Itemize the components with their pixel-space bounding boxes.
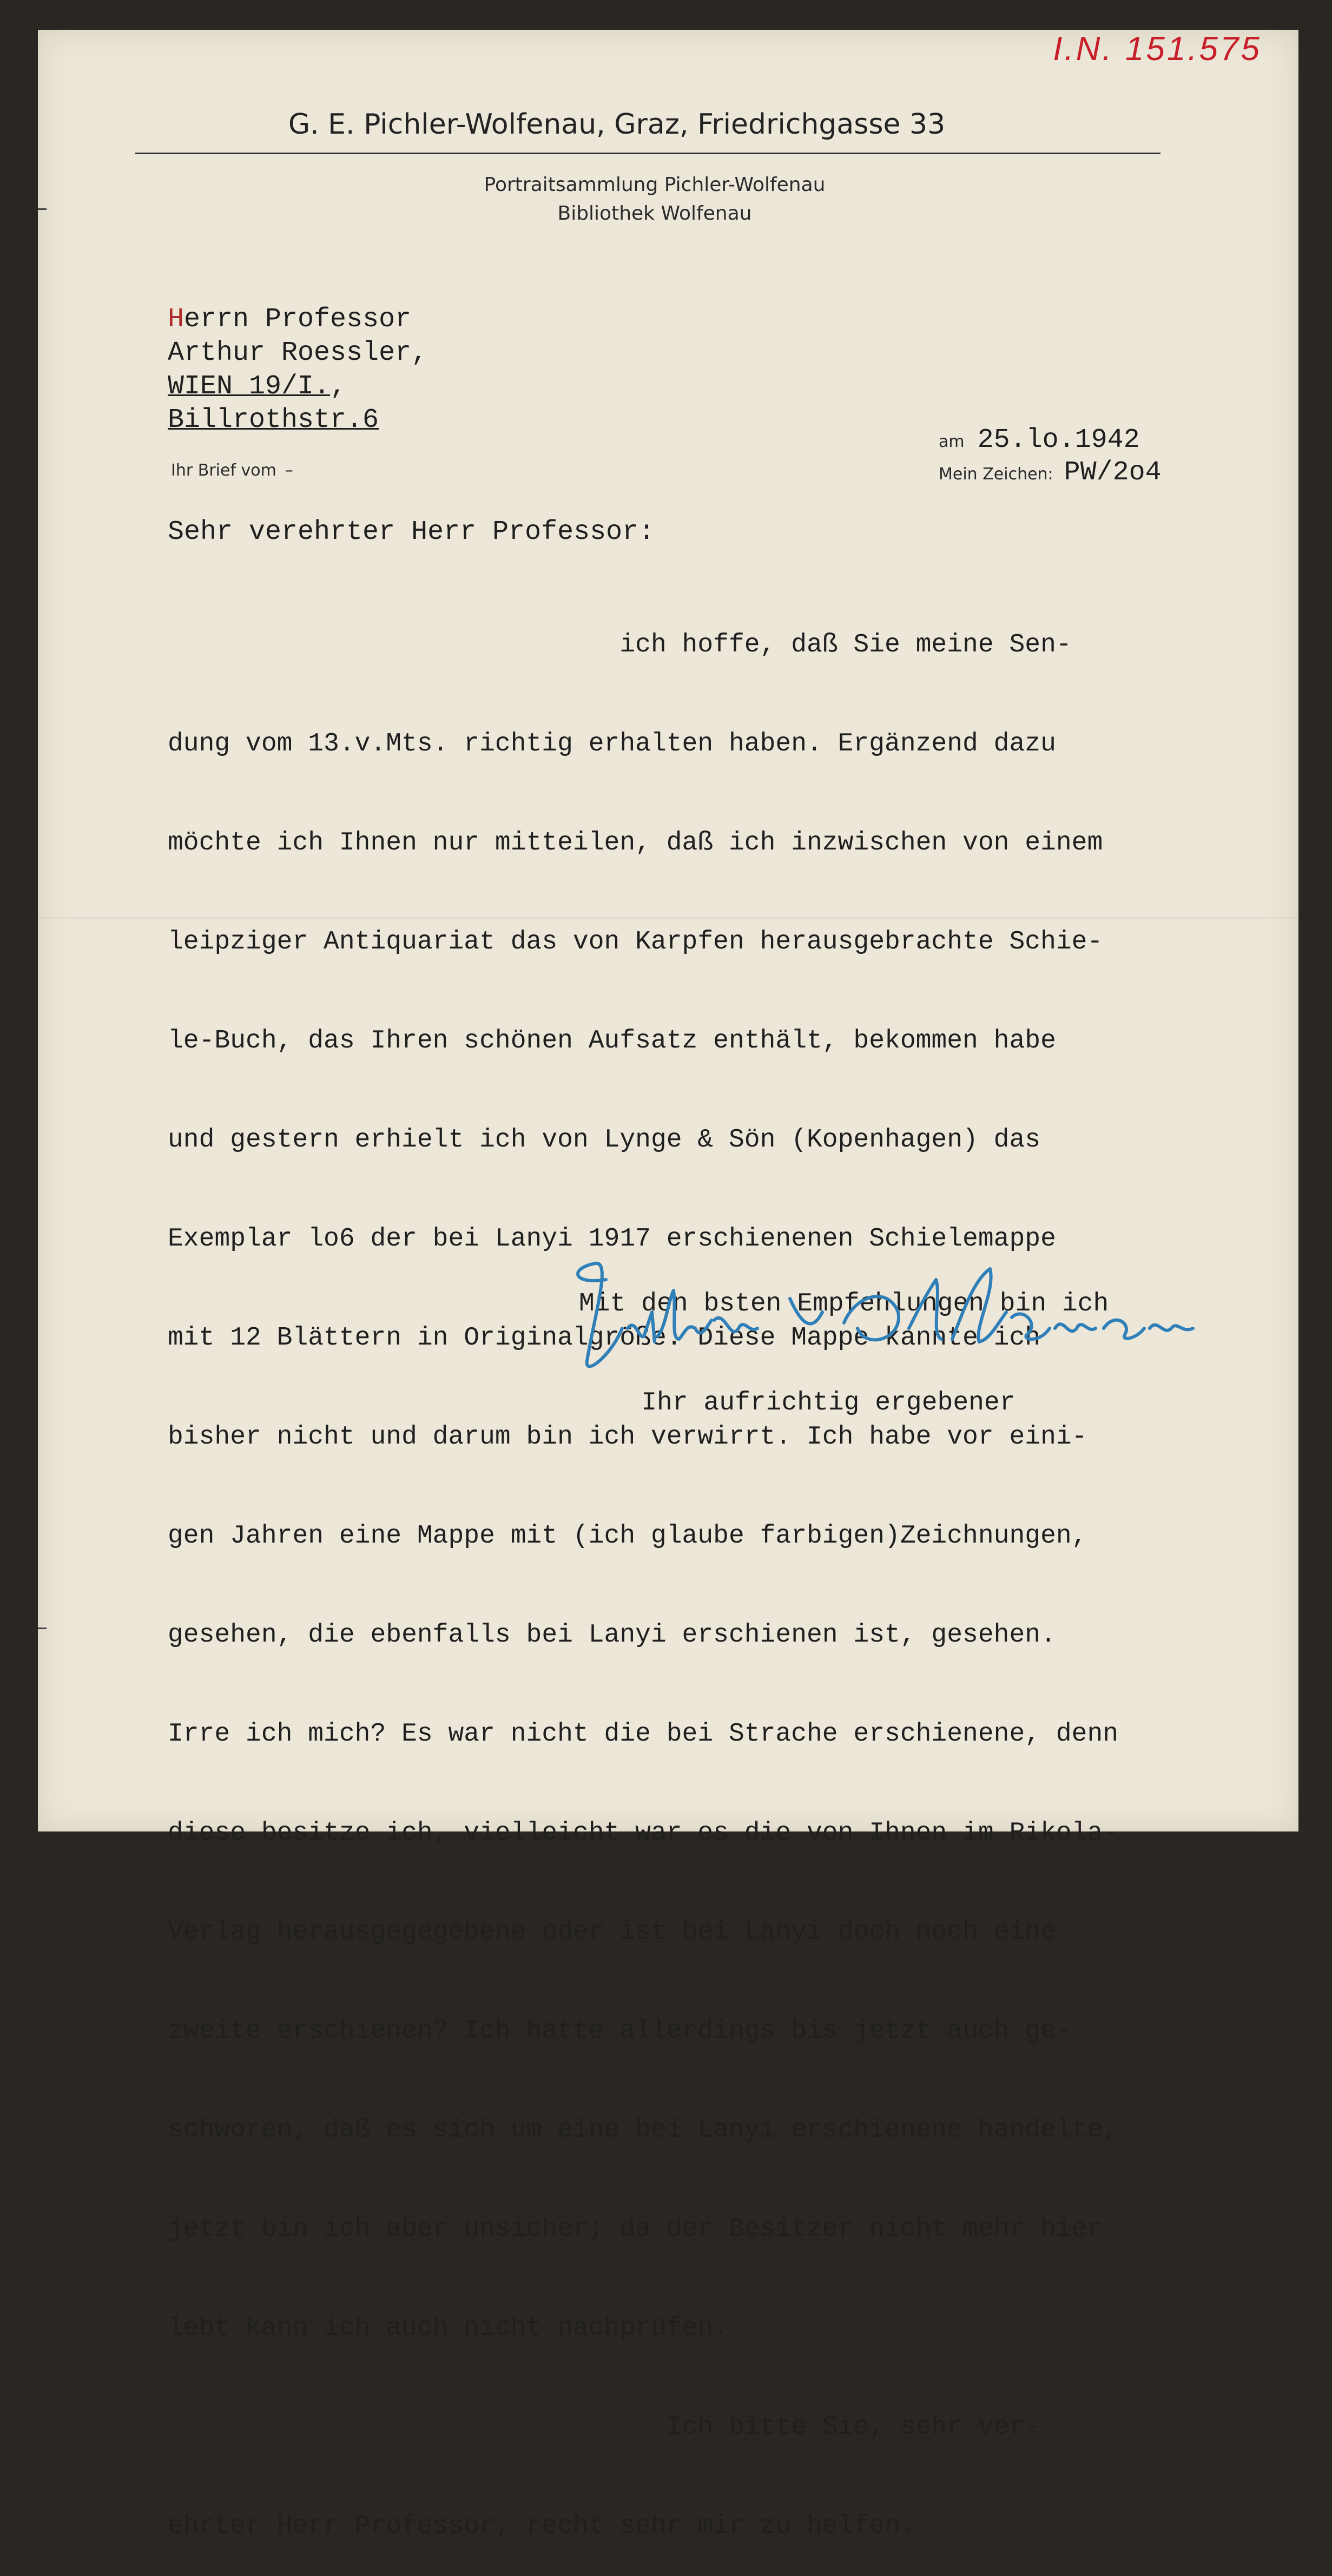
address-line-1: Herrn Professor [168,304,412,335]
body-line: dung vom 13.v.Mts. richtig erhalten haben. Ergänzend dazu [168,729,1056,759]
body-line: le-Buch, das Ihren schönen Aufsatz enthält, bekommen habe [168,1026,1056,1056]
letterhead-library: Bibliothek Wolfenau [557,202,752,225]
body-line: mit 12 Blättern in Originalgröße. Diese Mappe kannte ich [168,1323,1041,1353]
closing-line: Ihr aufrichtig ergebener [579,1388,1016,1418]
body-line: schworen, daß es sich um eine bei Lanyi erschienene handelte, [168,2116,1119,2145]
letterhead [135,108,1174,225]
body-line: ich hoffe, daß Sie meine Sen- [168,630,1072,660]
archive-reference-number: I.N. 151.575 [1053,30,1262,68]
body-line: diese besitze ich, vielleicht war es die von Ihnen im Rikola- [168,1819,1119,1848]
address-initial: H [168,304,184,335]
reference-field: Mein Zeichen: PW/2o4 [939,457,1162,488]
body-line: jetzt bin ich aber unsicher; da der Besitzer nicht mehr hier [168,2215,1103,2244]
address-line-3: WIEN 19/I., [168,371,347,402]
reference-code: PW/2o4 [1064,457,1162,488]
body-line: Verlag herausgegegebene oder ist bei Lanyi doch noch eine [168,1918,1056,1947]
handwritten-signature [563,1247,1234,1399]
address-line-2: Arthur Roessler, [168,338,428,368]
closing-line: Mit den bsten Empfehlungen bin ich [579,1289,1109,1319]
salutation: Sehr verehrter Herr Professor: [168,517,655,548]
body-line: zweite erschienen? Ich hätte allerdings bis jetzt auch ge- [168,2017,1072,2046]
your-letter-field: Ihr Brief vom – [171,461,293,480]
body-line: und gestern erhielt ich von Lynge & Sön (Kopenhagen) das [168,1125,1041,1155]
body-line: bisher nicht und darum bin ich verwirrt. Ich habe vor eini- [168,1422,1087,1452]
letterhead-collection: Portraitsammlung Pichler-Wolfenau [484,174,826,196]
recipient-address [168,303,427,437]
body-line: möchte ich Ihnen nur mitteilen, daß ich inzwischen von einem [168,828,1103,858]
edge-mark [38,1628,47,1629]
date-field: am 25.lo.1942 [939,425,1140,456]
letterhead-rule [135,153,1160,154]
body-line: gen Jahren eine Mappe mit (ich glaube farbigen)Zeichnungen, [168,1521,1087,1551]
body-line: Ich bitte Sie, sehr ver- [168,2413,1041,2442]
letter-body [168,563,1118,2576]
address-line-4: Billrothstr.6 [168,405,379,436]
body-line: Exemplar lo6 der bei Lanyi 1917 erschienenen Schielemappe [168,1224,1056,1254]
letter-date: 25.lo.1942 [977,425,1140,456]
letterhead-name: G. E. Pichler-Wolfenau, Graz, Friedrichgasse 33 [288,108,946,141]
body-line: gesehen, die ebenfalls bei Lanyi erschienen ist, gesehen. [168,1620,1056,1650]
body-line: ehrter Herr Professor, recht sehr mir zu helfen. [168,2512,916,2541]
body-line: Irre ich mich? Es war nicht die bei Strache erschienene, denn [168,1719,1119,1749]
edge-mark [38,208,47,210]
body-line: lebt kann ich auch nicht nachprüfen. [168,2314,729,2343]
body-line: leipziger Antiquariat das von Karpfen herausgebrachte Schie- [168,927,1103,957]
